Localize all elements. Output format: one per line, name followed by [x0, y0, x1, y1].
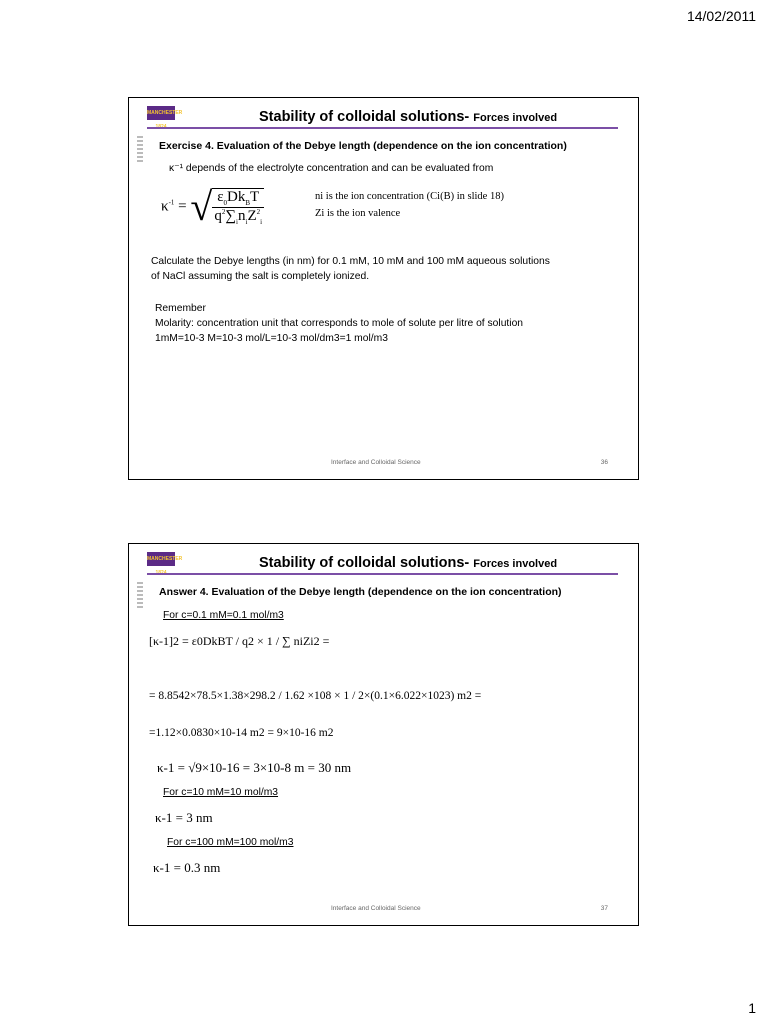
equation-3: =1.12×0.0830×10-14 m2 = 9×10-16 m2 — [149, 727, 334, 739]
equation-2: = 8.8542×78.5×1.38×298.2 / 1.62 ×108 × 1 / 2×(0.1×6.022×1023) m2 = — [149, 690, 482, 702]
vertical-watermark — [137, 136, 143, 162]
debye-formula: $\kappa^{-1}$ = √ $\frac{\varepsilon_0Dk_BT}{q^2\sum_in_iZ^2_i}$ — [161, 184, 263, 229]
intro-text: κ⁻¹ depends of the electrolyte concentration and can be evaluated from — [169, 163, 494, 174]
case-0-1mm-label: For c=0.1 mM=0.1 mol/m3 — [163, 610, 284, 621]
equation-4: κ-1 = √9×10-16 = 3×10-8 m = 30 nm — [157, 760, 352, 775]
exercise-heading: Exercise 4. Evaluation of the Debye length (dependence on the ion concentration) — [159, 140, 567, 152]
slide-37 — [128, 543, 639, 926]
equation-5: κ-1 = 3 nm — [155, 810, 213, 825]
slide-footer: Interface and Colloidal Science — [331, 905, 421, 912]
case-100mm-label: For c=100 mM=100 mol/m3 — [167, 837, 294, 848]
case-10mm-label: For c=10 mM=10 mol/m3 — [163, 787, 279, 798]
slide-footer: Interface and Colloidal Science — [331, 459, 421, 466]
university-logo: MANCHESTER — [147, 106, 175, 120]
title-rule — [147, 573, 618, 575]
slide-number: 36 — [600, 459, 608, 466]
page-number: 1 — [748, 1000, 756, 1016]
university-logo: MANCHESTER — [147, 552, 175, 566]
def-ion-concentration: ni is the ion concentration (Ci(B) in slide 18) — [315, 191, 504, 202]
equation-1: [κ-1]2 = ε0DkBT / q2 × 1 / ∑ niZi2 = — [149, 634, 330, 648]
title-rule — [147, 127, 618, 129]
slide-title — [259, 555, 557, 571]
slide-title-main: Stability of colloidal solutions- — [259, 555, 470, 571]
task-line-2: of NaCl assuming the salt is completely ionized. — [151, 271, 370, 282]
slide-title-sub: Forces involved — [473, 112, 558, 124]
molarity-definition: Molarity: concentration unit that corresponds to mole of solute per litre of solution — [155, 318, 524, 329]
vertical-watermark — [137, 582, 143, 608]
slide-title-main: Stability of colloidal solutions- — [259, 109, 470, 125]
slide-36 — [128, 97, 639, 480]
equation-6: κ-1 = 0.3 nm — [153, 860, 221, 875]
task-line-1: Calculate the Debye lengths (in nm) for 0.1 mM, 10 mM and 100 mM aqueous solutions — [151, 256, 550, 267]
slide-number: 37 — [600, 905, 608, 912]
unit-conversion: 1mM=10-3 M=10-3 mol/L=10-3 mol/dm3=1 mol/m3 — [155, 333, 388, 344]
def-ion-valence: Zi is the ion valence — [315, 208, 401, 219]
remember-label: Remember — [155, 303, 206, 314]
slide-title — [259, 109, 557, 125]
slide-title-sub: Forces involved — [473, 558, 558, 570]
answer-heading: Answer 4. Evaluation of the Debye length (dependence on the ion concentration) — [159, 586, 562, 598]
print-date: 14/02/2011 — [686, 8, 756, 24]
